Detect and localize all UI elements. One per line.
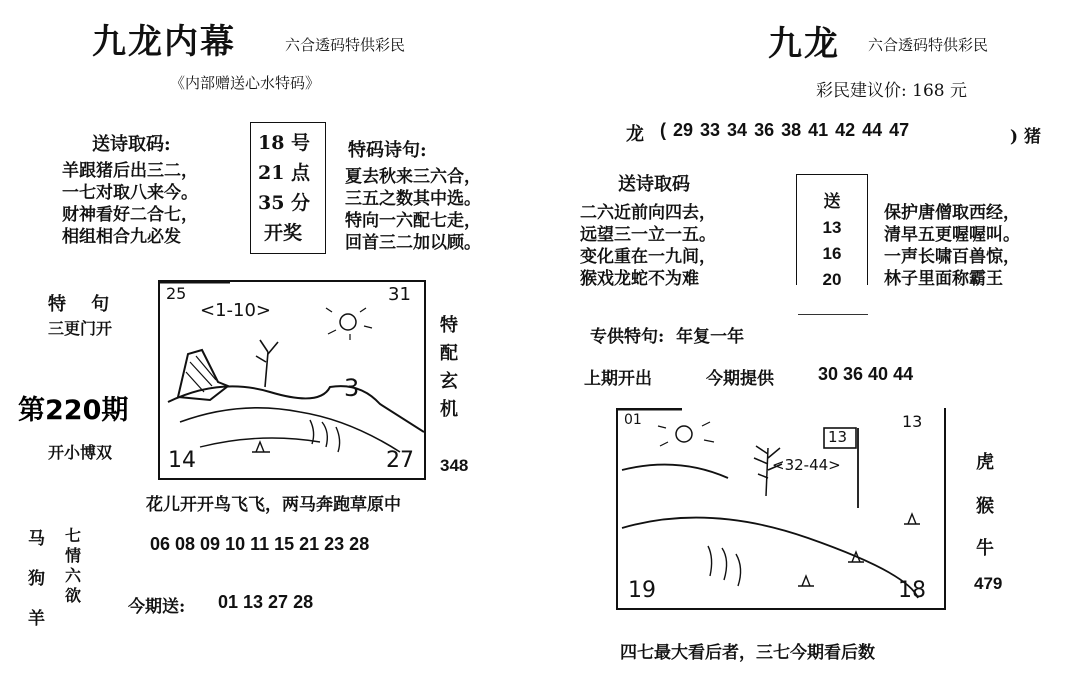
left-picture [158, 280, 426, 480]
right-poem2-line: 清早五更喔喔叫。 [884, 225, 1020, 245]
right-zhuangong: 专供特句: 年复一年 [590, 327, 745, 347]
left-poem-line: 一七对取八来今。 [62, 183, 198, 203]
draw-info-line: 35 分 [258, 192, 311, 214]
left-pei-vertical: 特配玄机 [440, 315, 458, 420]
animal-ma: 马 [28, 529, 45, 549]
send-box-line: 13 [822, 218, 842, 237]
left-draw-info [258, 128, 310, 248]
left-poem [62, 160, 198, 248]
left-pic-bottom-left: 14 [168, 448, 196, 473]
right-bottom-caption: 四七最大看后者，三七今期看后数 [620, 643, 875, 663]
left-pic-mid-number: 3 [344, 374, 360, 402]
animal-gou: 狗 [28, 569, 45, 589]
right-picture [616, 408, 946, 610]
animal-yang: 羊 [28, 609, 45, 629]
right-animal-number: 479 [974, 574, 1003, 593]
left-gift-note: 《内部赠送心水特码》 [170, 74, 321, 92]
animal-hou: 猴 [976, 496, 994, 517]
right-poem2-line: 保护唐僧取西经， [884, 203, 1020, 223]
send-box-line: 20 [822, 270, 842, 285]
right-last-label: 上期开出 [584, 369, 652, 389]
left-subtitle: 六合透码特供彩民 [285, 36, 406, 54]
right-pic-bottom-right: 18 [898, 578, 926, 603]
right-title: 九龙 [768, 24, 840, 64]
right-poem-label: 送诗取码 [618, 174, 690, 195]
right-pic-bottom-left: 19 [628, 578, 656, 603]
left-tema-poem [345, 166, 481, 254]
right-poem-line: 二六近前向四去， [580, 203, 716, 223]
left-tema-label: 特码诗句: [348, 140, 427, 161]
send-box-line: 16 [822, 244, 842, 263]
right-pic-range: <32-44> [772, 456, 841, 474]
left-title: 九龙内幕 [92, 22, 236, 62]
left-send-label: 今期送: [128, 597, 186, 617]
right-poem2-line: 一声长啸百兽惊， [884, 247, 1020, 267]
right-landscape-drawing [618, 408, 944, 608]
left-pic-top-right: 31 [388, 284, 411, 305]
left-teju-text: 三更门开 [48, 319, 113, 338]
left-caption: 花儿开开鸟飞飞，两马奔跑草原中 [146, 495, 401, 515]
left-tema-line: 回首三二加以顾。 [345, 233, 481, 253]
right-poem-line: 变化重在一九间， [580, 247, 716, 267]
draw-info-line: 18 号 [258, 132, 311, 154]
left-tema-line: 三五之数其中选。 [345, 189, 481, 209]
issue-number: 第220期 [18, 395, 129, 426]
left-send-numbers: 01 13 27 28 [218, 592, 314, 612]
right-long-numbers: ( 29 33 34 36 38 41 42 44 47 [660, 120, 910, 140]
right-long-label: 龙 [626, 124, 644, 145]
left-poem-line: 财神看好二合七， [62, 205, 198, 225]
left-pei-number: 348 [440, 456, 469, 475]
right-provide-label: 今期提供 [706, 369, 774, 389]
right-subtitle: 六合透码特供彩民 [868, 36, 989, 54]
right-provide-numbers: 30 36 40 44 [818, 364, 914, 384]
left-teju-label: 特 句 [48, 294, 110, 315]
left-number-list: 06 08 09 10 11 15 21 23 28 [150, 534, 370, 554]
left-kai-text: 开小博双 [48, 443, 113, 462]
right-poem-line: 远望三一立一五。 [580, 225, 716, 245]
left-pic-top-left: 25 [166, 284, 187, 303]
left-poem-label: 送诗取码: [92, 134, 171, 155]
left-poem-line: 相组相合九必发 [62, 227, 181, 247]
left-qiqing-vertical: 七情六欲 [64, 526, 81, 605]
right-zhu-label: ) 猪 [1010, 127, 1041, 147]
draw-info-line: 21 点 [258, 162, 311, 184]
right-poem2-line: 林子里面称霸王 [884, 269, 1003, 289]
right-price: 彩民建议价: 168 元 [816, 81, 967, 101]
right-divider [798, 314, 868, 315]
draw-info-line: 开奖 [264, 222, 303, 244]
left-tema-line: 夏去秋来三六合， [345, 167, 481, 187]
animal-hu: 虎 [976, 452, 994, 473]
left-pic-range: <1-10> [200, 300, 272, 321]
left-poem-line: 羊跟猪后出三二， [62, 161, 198, 181]
right-poem2 [884, 202, 1020, 290]
left-pic-bottom-right: 27 [386, 448, 414, 473]
right-pic-top-right: 13 [902, 412, 923, 431]
left-tema-line: 特向一六配七走， [345, 211, 481, 231]
right-pic-top-left: 01 [624, 412, 642, 428]
animal-niu: 牛 [976, 538, 994, 559]
send-box-line: 送 [823, 192, 841, 212]
right-send-box [796, 174, 868, 285]
right-poem-line: 猴戏龙蛇不为难 [580, 269, 699, 289]
right-poem [580, 202, 716, 290]
right-pic-box-number: 13 [828, 428, 848, 446]
